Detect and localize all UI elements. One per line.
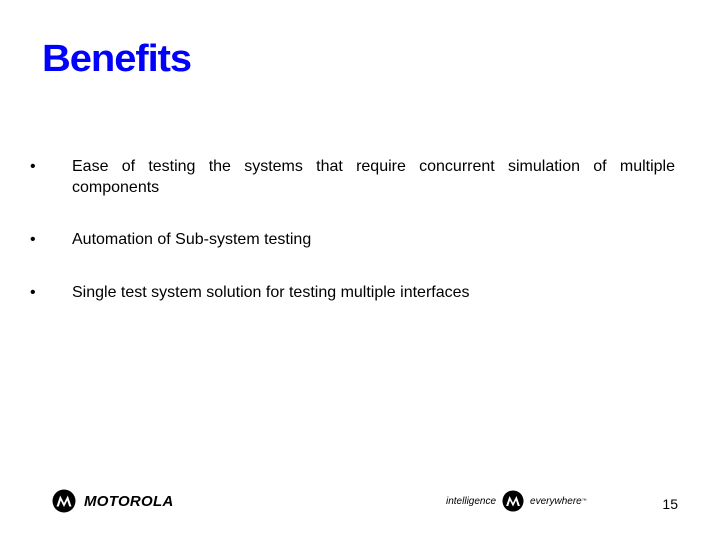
tagline-left: intelligence <box>446 495 497 507</box>
page-number: 15 <box>662 496 678 512</box>
bullet-text: Single test system solution for testing multiple interfaces <box>72 284 470 301</box>
motorola-batwing-icon <box>502 490 524 512</box>
bullet-list <box>30 156 675 335</box>
tagline-right: everywhere <box>530 495 582 507</box>
bullet-item <box>30 156 675 198</box>
tagline <box>446 490 587 512</box>
trademark-mark: ™ <box>581 498 587 504</box>
bullet-glyph: • <box>30 158 36 175</box>
bullet-text: Automation of Sub-system testing <box>72 231 312 248</box>
bullet-glyph: • <box>30 231 36 248</box>
brand-name: MOTOROLA <box>84 492 174 510</box>
bullet-glyph: • <box>30 284 36 301</box>
bullet-text: Ease of testing the systems that require concurrent simulation of multiple components <box>72 158 675 196</box>
motorola-logo <box>52 489 174 513</box>
motorola-batwing-icon <box>52 489 76 513</box>
slide-title: Benefits <box>42 38 192 80</box>
bullet-item <box>30 229 675 250</box>
bullet-item <box>30 282 675 303</box>
